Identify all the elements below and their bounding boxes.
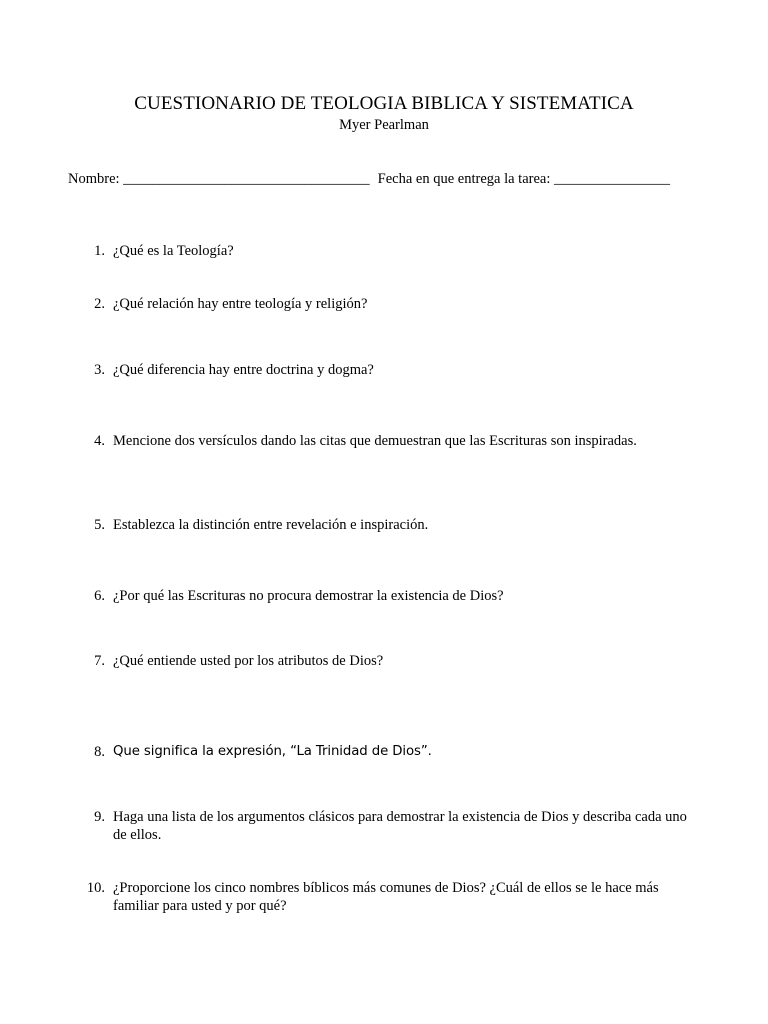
question-number: 1. [94,243,105,259]
question-text: Que significa la expresión, “La Trinidad de Dios”. [113,744,432,759]
date-field-label: Fecha en que entrega la tarea: ________________ [377,171,670,187]
question-text: ¿Qué relación hay entre teología y religión? [113,296,368,312]
question-number: 4. [94,433,105,449]
document-author: Myer Pearlman [339,117,429,133]
question-number: 7. [94,653,105,669]
question-number: 5. [94,517,105,533]
question-6 [85,587,695,605]
question-4 [85,432,695,450]
question-text: ¿Qué diferencia hay entre doctrina y dogma? [113,362,374,378]
question-number: 3. [94,362,105,378]
document-title: CUESTIONARIO DE TEOLOGIA BIBLICA Y SISTEMATICA [134,93,634,114]
question-number: 8. [94,744,105,760]
question-number: 9. [94,809,105,825]
question-text: Haga una lista de los argumentos clásicos para demostrar la existencia de Dios y describa cada uno de ellos. [113,809,687,843]
question-3 [85,361,695,379]
question-text: ¿Proporcione los cinco nombres bíblicos más comunes de Dios? ¿Cuál de ellos se le hace más familiar para usted y por qué? [113,880,659,914]
question-text: Mencione dos versículos dando las citas que demuestran que las Escrituras son inspiradas. [113,433,637,449]
question-1 [85,242,695,260]
question-2 [85,295,695,313]
question-text: ¿Qué es la Teología? [113,243,234,259]
question-text: ¿Qué entiende usted por los atributos de Dios? [113,653,384,669]
question-7 [85,652,695,670]
question-number: 2. [94,296,105,312]
student-fields [68,171,708,188]
question-5 [85,516,695,534]
question-number: 10. [86,880,105,896]
question-text: Establezca la distinción entre revelación e inspiración. [113,517,429,533]
question-text: ¿Por qué las Escrituras no procura demostrar la existencia de Dios? [113,588,504,604]
question-8 [85,743,695,761]
question-10 [85,879,695,915]
question-number: 6. [94,588,105,604]
name-field-label: Nombre: __________________________________ [68,171,370,187]
question-9 [85,808,695,844]
